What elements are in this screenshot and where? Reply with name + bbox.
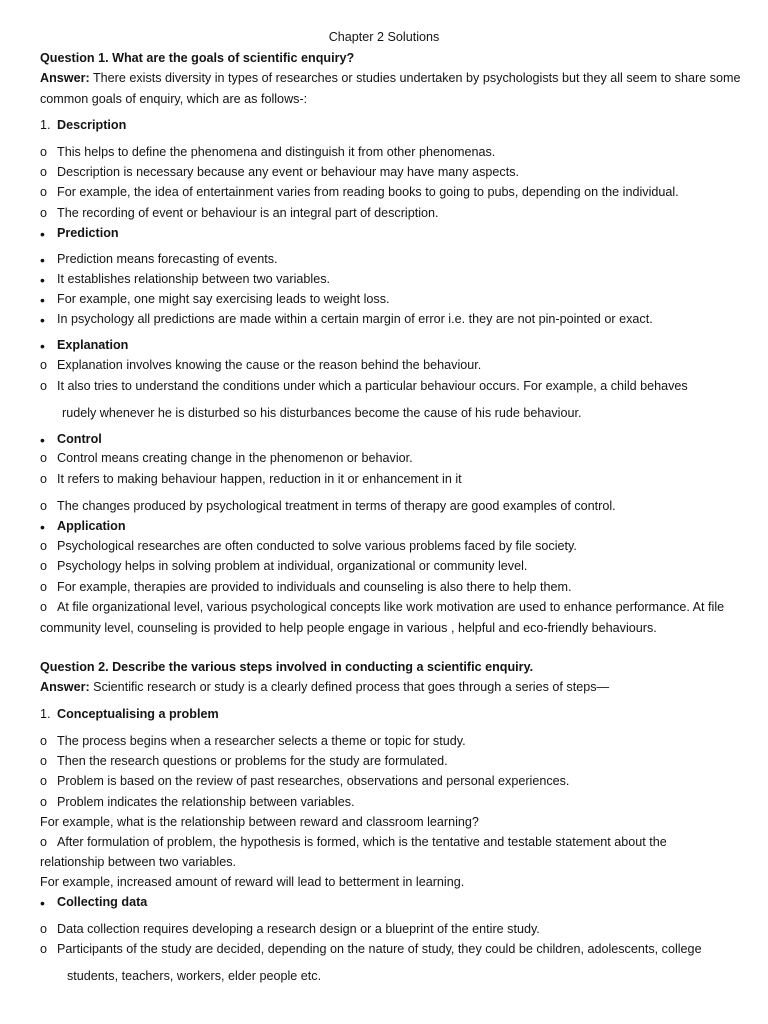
q1-answer-label: Answer: (40, 71, 90, 85)
circle-bullet-icon: o (40, 451, 48, 465)
circle-bullet-icon: o (40, 358, 48, 372)
circle-bullet-icon: o (40, 795, 48, 809)
section-heading: Prediction (57, 226, 119, 240)
circle-bullet-icon: o (40, 754, 48, 768)
bullet-icon: • (40, 272, 45, 288)
circle-bullet-icon: o (40, 472, 48, 486)
section-heading: Conceptualising a problem (57, 707, 219, 721)
q2-answer-line (40, 681, 609, 694)
circle-bullet-icon: o (40, 185, 48, 199)
bullet-icon: • (40, 432, 45, 448)
circle-bullet-icon: o (40, 559, 48, 573)
list-item-continuation: students, teachers, workers, elder people etc. (67, 969, 322, 983)
q2-answer-text: Scientific research or study is a clearly defined process that goes through a series of steps— (89, 680, 610, 694)
circle-bullet-icon: o (40, 145, 48, 159)
numbered-marker: 1. (40, 707, 51, 721)
question-2-heading: Question 2. Describe the various steps involved in conducting a scientific enquiry. (40, 660, 534, 674)
q1-answer-text: There exists diversity in types of researches or studies undertaken by psychologists but they all seem to share some (89, 71, 741, 85)
example-text: For example, what is the relationship between reward and classroom learning? (40, 815, 479, 829)
circle-bullet-icon: o (40, 206, 48, 220)
bullet-icon: • (40, 895, 45, 911)
bullet-icon: • (40, 252, 45, 268)
section-heading: Control (57, 432, 102, 446)
bullet-icon: • (40, 519, 45, 535)
circle-bullet-icon: o (40, 922, 48, 936)
circle-bullet-icon: o (40, 835, 48, 849)
circle-bullet-icon: o (40, 165, 48, 179)
bullet-icon: • (40, 312, 45, 328)
bullet-icon: • (40, 338, 45, 354)
circle-bullet-icon: o (40, 774, 48, 788)
example-text: For example, increased amount of reward will lead to betterment in learning. (40, 875, 465, 889)
circle-bullet-icon: o (40, 734, 48, 748)
q1-answer-line (40, 72, 740, 85)
section-heading: Application (57, 519, 126, 533)
numbered-marker: 1. (40, 118, 51, 132)
circle-bullet-icon: o (40, 499, 48, 513)
list-item-continuation: relationship between two variables. (40, 855, 237, 869)
q2-answer-label: Answer: (40, 680, 90, 694)
circle-bullet-icon: o (40, 539, 48, 553)
circle-bullet-icon: o (40, 379, 48, 393)
circle-bullet-icon: o (40, 942, 48, 956)
list-item-continuation: rudely whenever he is disturbed so his disturbances become the cause of his rude behaviour. (62, 406, 582, 420)
question-1-heading: Question 1. What are the goals of scientific enquiry? (40, 51, 355, 65)
page-title: Chapter 2 Solutions (328, 30, 440, 44)
list-item-continuation: community level, counseling is provided to help people engage in various , helpful and eco-friendly behaviours. (40, 621, 657, 635)
section-heading: Explanation (57, 338, 129, 352)
bullet-icon: • (40, 226, 45, 242)
bullet-icon: • (40, 292, 45, 308)
q1-answer-text-cont: common goals of enquiry, which are as follows-: (40, 92, 308, 106)
circle-bullet-icon: o (40, 600, 48, 614)
circle-bullet-icon: o (40, 580, 48, 594)
section-heading: Collecting data (57, 895, 148, 909)
section-heading: Description (57, 118, 127, 132)
